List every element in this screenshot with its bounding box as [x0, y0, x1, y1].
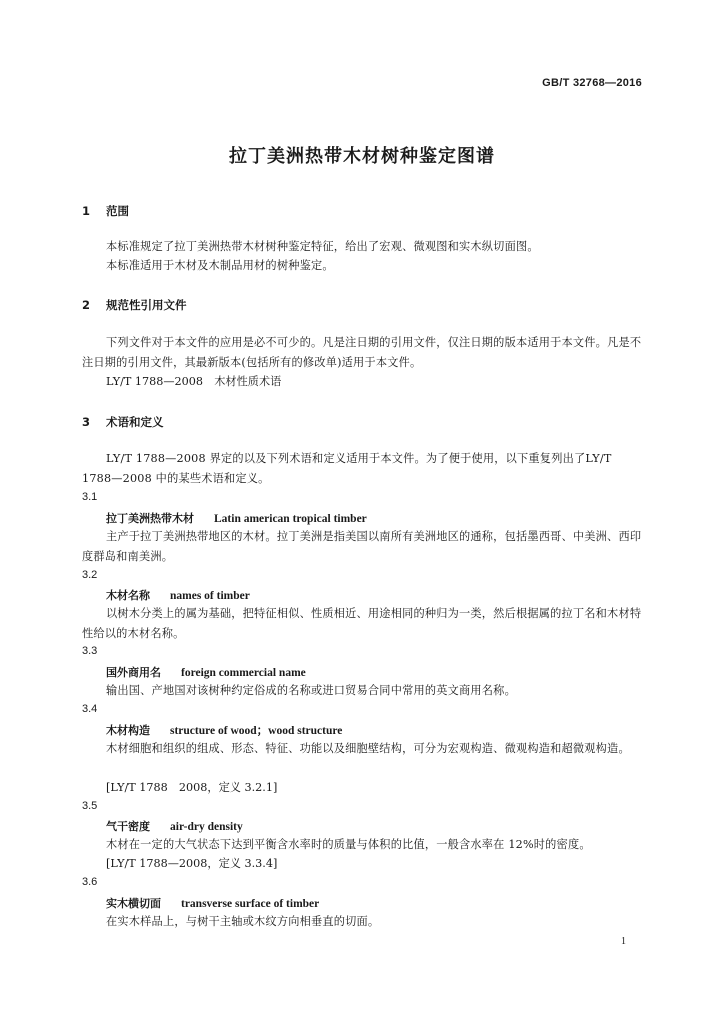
term-number: 3.5 [82, 800, 98, 812]
term-definition: 主产于拉丁美洲热带地区的木材。拉丁美洲是指美国以南所有美洲地区的通称，包括墨西哥、中美洲、西印度群岛和南美洲。 [82, 530, 642, 563]
term-definition: 输出国、产地国对该树种约定俗成的名称或进口贸易合同中常用的英文商用名称。 [106, 684, 516, 697]
page-number: 1 [621, 936, 626, 947]
term-english: transverse surface of timber [181, 898, 320, 910]
term-number: 3.2 [82, 569, 98, 581]
term-chinese: 气干密度 [106, 820, 150, 833]
term-chinese: 木材构造 [106, 724, 150, 737]
section-1-paragraph-1: 本标准规定了拉丁美洲热带木材树种鉴定特征，给出了宏观、微观图和实木纵切面图。 [106, 240, 539, 253]
term-chinese: 木材名称 [106, 589, 150, 602]
term-number: 3.1 [82, 491, 98, 503]
section-2-heading [82, 297, 187, 313]
section-number: 3 [82, 415, 91, 429]
section-title: 规范性引用文件 [106, 298, 187, 312]
term-number: 3.4 [82, 703, 98, 715]
term-definition: 木材细胞和组织的组成、形态、特征、功能以及细胞壁结构，可分为宏观构造、微观构造和超微观构造。 [106, 742, 630, 755]
term-chinese: 国外商用名 [106, 666, 161, 679]
term-title [106, 587, 250, 603]
section-3-paragraph-1: LY/T 1788—2008 界定的以及下列术语和定义适用于本文件。为了便于使用，以下重复列出了LY/T 1788—2008 中的某些术语和定义。 [82, 452, 612, 485]
section-1-heading [82, 203, 129, 219]
term-title [106, 895, 319, 911]
section-number: 2 [82, 298, 91, 312]
section-2-paragraph-1: 下列文件对于本文件的应用是必不可少的。凡是注日期的引用文件，仅注日期的版本适用于本文件。凡是不注日期的引用文件，其最新版本(包括所有的修改单)适用于本文件。 [82, 336, 642, 369]
term-title [106, 510, 367, 526]
term-title [106, 818, 243, 834]
term-english: foreign commercial name [181, 667, 306, 679]
term-reference: [LY/T 1788—2008，定义 3.3.4] [106, 857, 278, 870]
section-1-paragraph-2: 本标准适用于木材及木制品用材的树种鉴定。 [106, 259, 334, 272]
term-definition: 在实木样品上，与树干主轴或木纹方向相垂直的切面。 [106, 915, 380, 928]
document-title: 拉丁美洲热带木材树种鉴定图谱 [229, 146, 495, 167]
standard-number: GB/T 32768—2016 [542, 77, 642, 89]
term-english: air-dry density [170, 821, 243, 833]
section-title: 术语和定义 [106, 415, 164, 429]
term-english: names of timber [170, 590, 250, 602]
section-2-reference: LY/T 1788—2008 木材性质术语 [106, 375, 282, 388]
term-title [106, 722, 342, 738]
term-title [106, 664, 306, 680]
section-title: 范围 [106, 204, 129, 218]
term-definition: 木材在一定的大气状态下达到平衡含水率时的质量与体积的比值，一般含水率在 12%时的密度。 [106, 838, 591, 851]
section-number: 1 [82, 204, 91, 218]
term-definition: 以树木分类上的属为基础，把特征相似、性质相近、用途相同的种归为一类，然后根据属的拉丁名和木材特性给以的木材名称。 [82, 607, 642, 640]
section-3-heading [82, 414, 164, 430]
term-number: 3.3 [82, 645, 98, 657]
term-chinese: 拉丁美洲热带木材 [106, 512, 194, 525]
term-english: Latin american tropical timber [214, 513, 367, 525]
term-chinese: 实木横切面 [106, 897, 161, 910]
term-number: 3.6 [82, 876, 98, 888]
term-reference: [LY/T 1788 2008，定义 3.2.1] [106, 781, 278, 794]
term-english: structure of wood；wood structure [170, 725, 343, 737]
